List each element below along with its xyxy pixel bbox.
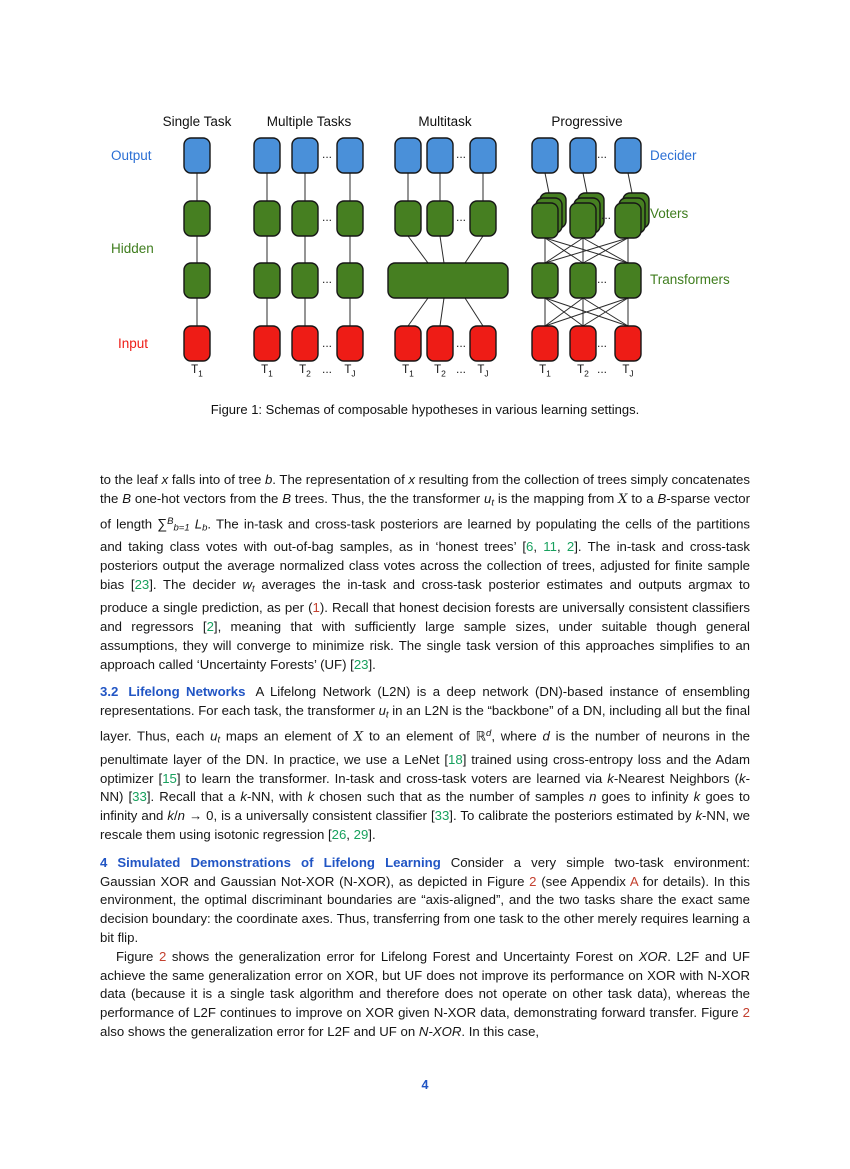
text-run: ].: [368, 826, 376, 842]
link[interactable]: 15: [162, 770, 177, 786]
hidden-box: [254, 201, 280, 236]
text-run: n: [589, 789, 597, 805]
text-run: ]. The decider: [149, 577, 243, 592]
text-run: b: [264, 472, 273, 487]
group-title-progressive: Progressive: [551, 114, 623, 129]
task-label: $T_1$: [402, 364, 414, 379]
text-run: -sparse vector of length: [100, 490, 750, 532]
text-run: Simulated Demonstrations of Lifelong Learning: [117, 854, 441, 870]
link[interactable]: 2: [566, 539, 575, 555]
link[interactable]: 2: [158, 948, 167, 964]
side-label-decider: Decider: [650, 148, 697, 163]
page-number: 4: [421, 1078, 429, 1092]
text-run: ]. To calibrate the posteriors estimated by: [449, 808, 696, 824]
hidden-box: [292, 263, 318, 298]
task-label: $T_1$: [191, 364, 203, 379]
text-run: d: [542, 728, 550, 744]
text-run: u: [484, 490, 492, 506]
figure-1-diagram: [105, 112, 755, 388]
text-run: t: [491, 497, 495, 509]
input-box: [292, 326, 318, 361]
text-run: (see Appendix: [536, 873, 630, 889]
ellipsis: ...: [321, 210, 333, 224]
hidden-box: [395, 201, 421, 236]
text-run: /: [173, 808, 178, 824]
task-label: $T_2$: [577, 364, 589, 379]
text-run: to a: [627, 490, 658, 506]
output-box: [395, 138, 421, 173]
task-label: $T_1$: [539, 364, 551, 379]
figure-1-caption: Figure 1: Schemas of composable hypotheses in various learning settings.: [210, 402, 640, 417]
text-run: ]. The in-task and cross-task posteriors output the average normalized class votes across the collection of trees, adjusted for finite sample bias [: [100, 539, 751, 592]
decider-box: [532, 138, 558, 173]
hidden-box: [184, 201, 210, 236]
input-box: [570, 326, 596, 361]
text-run: B: [657, 490, 667, 506]
group-title-multitask: Multitask: [418, 114, 472, 129]
hidden-box: [292, 201, 318, 236]
output-box: [470, 138, 496, 173]
section-4-simulated-demonstrations: [100, 854, 750, 948]
transformer-box: [615, 263, 641, 298]
text-run: -NN, we rescale them using isotonic regression [: [100, 808, 750, 842]
text-run: k: [167, 808, 174, 824]
text-run: maps an element of: [220, 728, 354, 744]
text-run: ] to learn the transformer. In-task and cross-task voters are learned via: [176, 770, 608, 786]
link[interactable]: 1: [312, 600, 320, 616]
input-box: [532, 326, 558, 361]
ellipsis: ...: [321, 362, 333, 376]
text-run: → 0, is a universally consistent classifier [: [184, 808, 435, 824]
link[interactable]: 23: [353, 656, 369, 672]
text-run: x: [161, 472, 169, 487]
text-run: L: [194, 516, 203, 532]
ellipsis: ...: [596, 147, 608, 161]
text-run: is the number of neurons in the penultimate layer of the DN. In practice, we use a LeNet [: [100, 728, 750, 767]
decider-box: [570, 138, 596, 173]
task-label: $T_2$: [434, 364, 446, 379]
ellipsis: ...: [321, 147, 333, 161]
multitask-schema: [388, 138, 508, 361]
ellipsis: ...: [600, 208, 612, 222]
text-run: trees. Thus, the the transformer: [291, 490, 485, 506]
link[interactable]: 26: [331, 826, 347, 842]
task-label: $T_1$: [261, 364, 273, 379]
hidden-box: [184, 263, 210, 298]
ellipsis: ...: [321, 272, 333, 286]
output-box: [254, 138, 280, 173]
text-run: -NN, with: [246, 789, 308, 805]
text-run: Lifelong Networks: [128, 684, 246, 700]
text-run: resulting from the collection of trees simply concatenates the: [100, 472, 750, 506]
text-run: B: [282, 490, 292, 506]
text-run: Figure: [116, 948, 159, 964]
ellipsis: ...: [455, 362, 467, 376]
text-run: . The in-task and cross-task posteriors are learned by populating the cells of the partitions and taking class votes with out-of-bag samples, as in ‘honest trees’ [: [100, 516, 750, 555]
decider-box: [615, 138, 641, 173]
text-run: averages the in-task and cross-task posterior estimates and outputs argmax to produce a single prediction, as per (: [100, 577, 750, 616]
text-run: A Lifelong Network (L2N) is a deep network (DN)-based instance of ensembling representations. For each task, the transformer: [100, 684, 750, 719]
text-run: goes to infinity: [596, 789, 694, 805]
ellipsis: ...: [596, 272, 608, 286]
hidden-box: [427, 201, 453, 236]
text-run: to the leaf: [100, 472, 162, 487]
multiple-tasks-schema: [254, 138, 363, 361]
text-run: for details). In this environment, the optimal discriminant boundaries are “axis-aligned”, and the two tasks share the exact same decision boundary: the coordinate axes. Thus, transferring from one task to the other merely requires learning a bit flip.: [100, 873, 750, 945]
text-run: -NN) [: [100, 770, 751, 805]
output-box: [427, 138, 453, 173]
text-run: t: [385, 709, 389, 721]
task-label: $T_J$: [344, 364, 356, 379]
text-run: x: [408, 472, 416, 487]
text-run: X: [618, 491, 628, 507]
text-run: ,: [533, 539, 544, 555]
ellipsis: ...: [455, 210, 467, 224]
text-run: ]. Recall that a: [146, 789, 241, 805]
row-label-input: Input: [118, 336, 149, 351]
ellipsis: ...: [455, 336, 467, 350]
output-box: [292, 138, 318, 173]
text-run: 4: [100, 854, 108, 870]
ellipsis: ...: [596, 362, 608, 376]
hidden-box: [470, 201, 496, 236]
text-run: B: [167, 515, 174, 527]
ellipsis: ...: [596, 336, 608, 350]
text-run: Consider a very simple two-task environment: Gaussian XOR and Gaussian Not-XOR (N-XOR), as depicted in Figure: [100, 854, 750, 889]
text-run: one-hot vectors from the: [131, 490, 283, 506]
progressive-schema: [532, 138, 649, 361]
text-run: ∑: [157, 515, 168, 532]
link[interactable]: 29: [353, 826, 369, 842]
link[interactable]: 33: [434, 808, 450, 824]
voter-box: [615, 203, 641, 238]
link[interactable]: 2: [742, 1005, 750, 1021]
section-3-2-lifelong-networks: [100, 683, 750, 844]
text-run: ,: [556, 539, 567, 555]
text-run: B: [122, 490, 131, 506]
task-label: $T_2$: [299, 364, 311, 379]
link[interactable]: 33: [132, 789, 147, 805]
link[interactable]: 11: [543, 539, 557, 555]
body-text: [100, 471, 750, 1042]
ellipsis: ...: [321, 336, 333, 350]
output-box: [184, 138, 210, 173]
text-run: k: [240, 789, 247, 805]
figure-1: [100, 112, 750, 417]
text-run: XOR: [638, 948, 668, 964]
side-label-transformers: Transformers: [650, 272, 730, 287]
hidden-box: [337, 201, 363, 236]
text-run: k: [739, 770, 746, 786]
link[interactable]: 2: [206, 618, 214, 634]
link[interactable]: 6: [526, 539, 534, 555]
text-run: to an element of ℝ: [363, 728, 487, 744]
text-run: k: [695, 808, 703, 824]
text-run: d: [486, 728, 492, 740]
link[interactable]: 18: [448, 751, 463, 767]
row-label-hidden: Hidden: [111, 241, 154, 256]
link[interactable]: 2: [529, 873, 537, 889]
text-run: ,: [346, 826, 354, 842]
transformer-box: [532, 263, 558, 298]
input-box: [470, 326, 496, 361]
input-box: [184, 326, 210, 361]
text-run: k: [307, 789, 315, 805]
group-title-multiple-tasks: Multiple Tasks: [266, 114, 352, 129]
text-run: u: [378, 703, 386, 719]
text-run: X: [353, 729, 364, 745]
input-box: [427, 326, 453, 361]
single-task-schema: [184, 138, 210, 361]
text-run: shows the generalization error for Lifelong Forest and Uncertainty Forest on: [166, 948, 639, 964]
link[interactable]: 23: [134, 577, 150, 592]
text-run: u: [210, 728, 218, 744]
text-run: , where: [491, 728, 543, 744]
text-run: goes to infinity and: [100, 789, 750, 824]
text-run: is the mapping from: [494, 490, 619, 506]
input-box: [615, 326, 641, 361]
text-run: also shows the generalization error for L2F and UF on: [100, 1023, 419, 1039]
text-run: t: [217, 734, 221, 746]
text-run: -Nearest Neighbors (: [613, 770, 740, 786]
text-run: n: [177, 808, 185, 824]
task-label: $T_J$: [477, 364, 489, 379]
text-run: N-XOR: [418, 1023, 462, 1039]
text-run: . The representation of: [272, 472, 409, 487]
group-title-single-task: Single Task: [162, 114, 232, 129]
output-box: [337, 138, 363, 173]
text-run: w: [242, 577, 252, 592]
row-label-output: Output: [111, 148, 152, 163]
side-label-voters: Voters: [650, 206, 689, 221]
voter-box: [532, 203, 558, 238]
input-box: [254, 326, 280, 361]
text-run: t: [252, 583, 255, 595]
text-run: . In this case,: [461, 1023, 540, 1039]
text-run: k: [693, 789, 701, 805]
input-box: [395, 326, 421, 361]
text-run: b=1: [173, 522, 190, 534]
transformer-box: [570, 263, 596, 298]
hidden-box: [254, 263, 280, 298]
text-run: falls into of tree: [168, 472, 265, 487]
text-run: ). Recall that honest decision forests are universally consistent classifiers and regressors [: [100, 600, 750, 634]
input-box: [337, 326, 363, 361]
hidden-box: [337, 263, 363, 298]
text-run: 3.2: [100, 684, 119, 700]
paragraph-figure2-discussion: [100, 948, 750, 1042]
link[interactable]: A: [629, 873, 638, 889]
text-run: ] trained using cross-entropy loss and the Adam optimizer [: [100, 751, 750, 786]
shared-hidden-box: [388, 263, 508, 298]
paragraph-decision-forests: [100, 471, 750, 674]
text-run: ], meaning that with sufficiently large sample sizes, under suitable though general assumptions, they will converge to minimize risk. The single task version of this approaches simplifies to an approach called ‘Uncertainty Forests’ (UF) [: [100, 618, 750, 672]
text-run: ].: [368, 656, 376, 672]
text-run: . L2F and UF achieve the same generalization error on XOR, but UF does not improve its performance on XOR with N-XOR data (because it is a single task algorithm and therefore does not operate on other task data), whereas the performance of L2F continues to improve on XOR given N-XOR data, demonstrating forward transfer. Figure: [100, 948, 750, 1021]
voter-box: [570, 203, 596, 238]
task-label: $T_J$: [622, 364, 634, 379]
text-run: k: [607, 770, 614, 786]
text-run: chosen such that as the number of samples: [314, 789, 590, 805]
ellipsis: ...: [455, 147, 467, 161]
text-run: b: [202, 522, 208, 534]
text-run: in an L2N is the “backbone” of a DN, including all but the final layer. Thus, each: [100, 703, 751, 744]
